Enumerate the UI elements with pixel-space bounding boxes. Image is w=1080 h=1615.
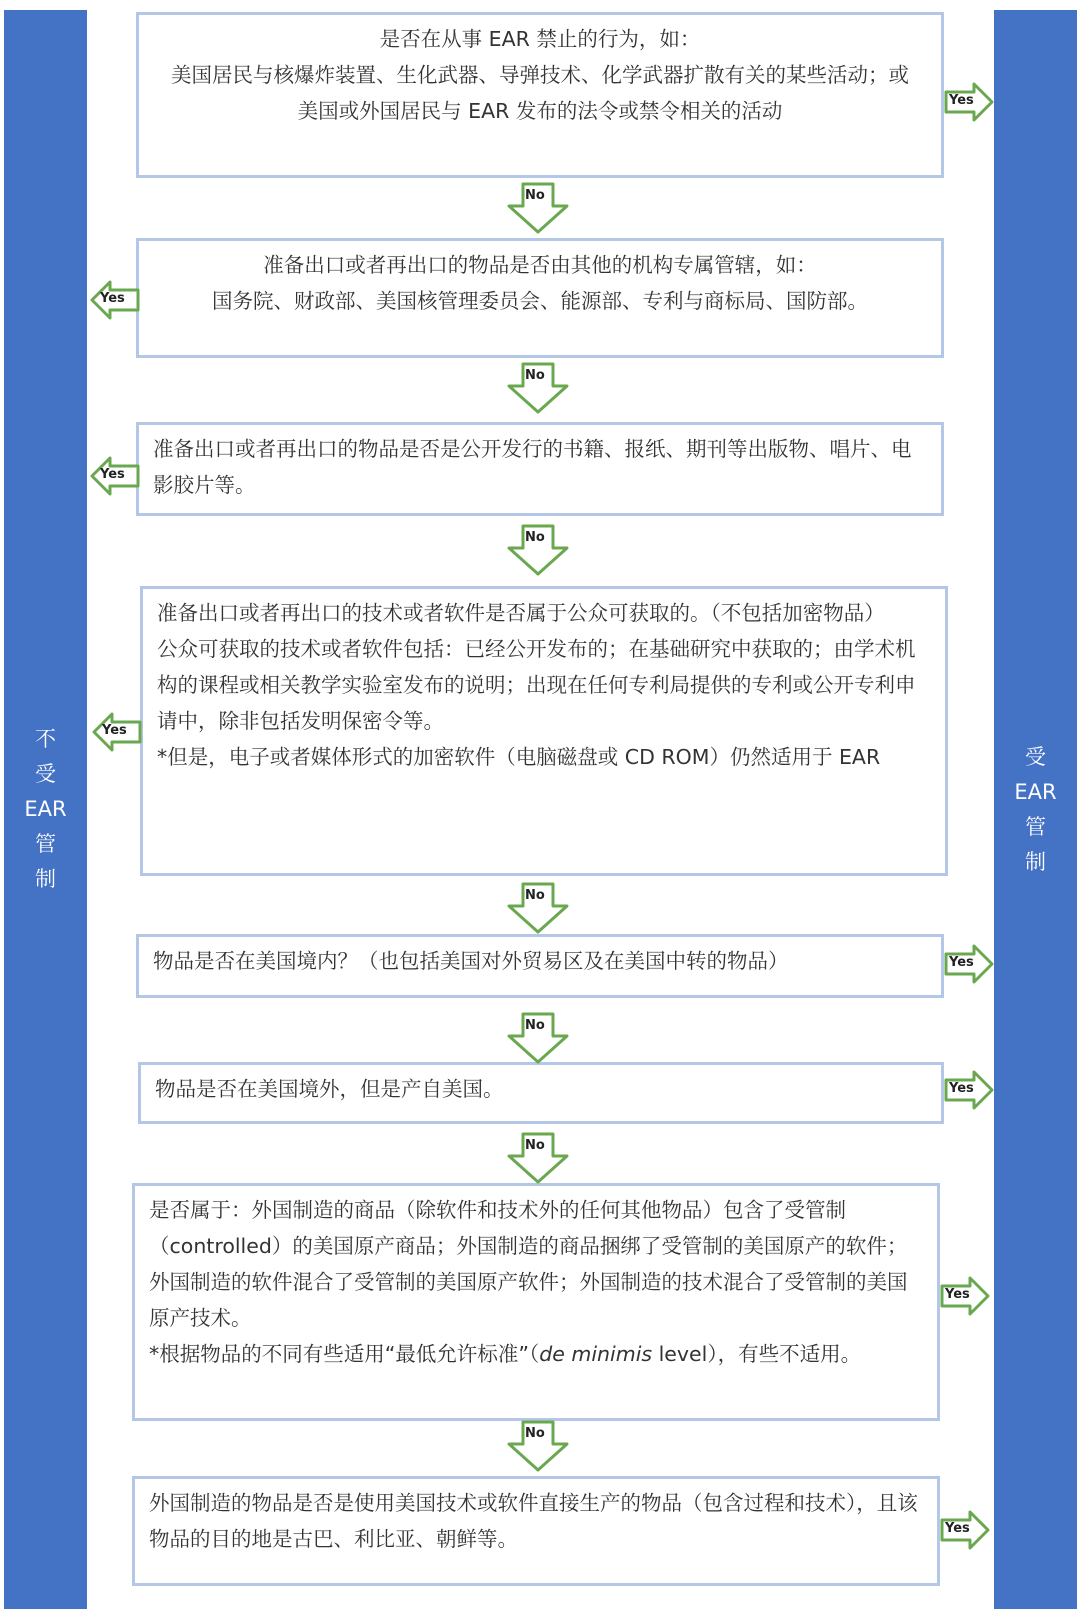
question-box-4 bbox=[140, 586, 948, 876]
question-4-line-3: *但是，电子或者媒体形式的加密软件（电脑磁盘或 CD ROM）仍然适用于 EAR bbox=[157, 745, 881, 769]
arrow-label: No bbox=[525, 188, 545, 203]
question-7-line-1: 是否属于：外国制造的商品（除软件和技术外的任何其他物品）包含了受管制（controlled）的美国原产商品；外国制造的商品捆绑了受管制的美国原产的软件；外国制造的软件混合了受管制的美国原产软件；外国制造的技术混合了受管制的美国原产技术。 bbox=[149, 1198, 908, 1330]
question-5-line-1: 物品是否在美国境内？（也包括美国对外贸易区及在美国中转的物品） bbox=[153, 949, 789, 973]
question-box-2 bbox=[136, 238, 944, 358]
question-1-line-1: 是否在从事 EAR 禁止的行为，如： bbox=[379, 27, 701, 51]
not-subject-to-ear-bar bbox=[4, 10, 87, 1609]
arrow-label: No bbox=[525, 1426, 545, 1441]
arrow-label: Yes bbox=[945, 1287, 970, 1302]
question-box-8 bbox=[132, 1476, 940, 1586]
no-arrow-2 bbox=[505, 362, 571, 416]
yes-arrow-right-1 bbox=[944, 82, 996, 122]
arrow-label: Yes bbox=[100, 467, 125, 482]
question-1-line-3: 美国或外国居民与 EAR 发布的法令或禁令相关的活动 bbox=[297, 99, 783, 123]
question-8-line-1: 外国制造的物品是否是使用美国技术或软件直接生产的物品（包含过程和技术），且该物品的目的地是古巴、利比亚、朝鲜等。 bbox=[149, 1491, 918, 1551]
question-4-line-1: 准备出口或者再出口的技术或者软件是否属于公众可获取的。（不包括加密物品） bbox=[157, 601, 885, 625]
question-7-note: *根据物品的不同有些适用“最低允许标准”（de minimis level），有些不适用。 bbox=[149, 1342, 862, 1366]
question-box-5 bbox=[136, 934, 944, 998]
no-arrow-5 bbox=[505, 1012, 571, 1066]
question-3-line-1: 准备出口或者再出口的物品是否是公开发行的书籍、报纸、期刊等出版物、唱片、电影胶片等。 bbox=[153, 437, 912, 497]
arrow-label: Yes bbox=[945, 1521, 970, 1536]
arrow-label: No bbox=[525, 888, 545, 903]
arrow-label: No bbox=[525, 530, 545, 545]
subject-to-ear-bar bbox=[994, 10, 1077, 1609]
arrow-label: No bbox=[525, 368, 545, 383]
question-2-line-2: 国务院、财政部、美国核管理委员会、能源部、专利与商标局、国防部。 bbox=[212, 289, 868, 313]
question-box-3 bbox=[136, 422, 944, 516]
question-1-line-2: 美国居民与核爆炸装置、生化武器、导弹技术、化学武器扩散有关的某些活动；或 bbox=[171, 63, 909, 87]
subject-to-ear-label: 受 EAR 管 制 bbox=[1014, 744, 1057, 874]
question-6-line-1: 物品是否在美国境外，但是产自美国。 bbox=[155, 1077, 504, 1101]
no-arrow-4 bbox=[505, 882, 571, 936]
yes-arrow-left-4 bbox=[90, 712, 142, 752]
question-box-1 bbox=[136, 12, 944, 178]
no-arrow-1 bbox=[505, 182, 571, 236]
question-2-line-1: 准备出口或者再出口的物品是否由其他的机构专属管辖，如： bbox=[263, 253, 817, 277]
yes-arrow-left-3 bbox=[88, 456, 140, 496]
yes-arrow-right-7 bbox=[940, 1276, 992, 1316]
arrow-label: Yes bbox=[949, 1081, 974, 1096]
arrow-label: Yes bbox=[102, 723, 127, 738]
arrow-label: Yes bbox=[100, 291, 125, 306]
no-arrow-7 bbox=[505, 1420, 571, 1474]
yes-arrow-left-2 bbox=[88, 280, 140, 320]
not-subject-to-ear-label: 不 受 EAR 管 制 bbox=[24, 727, 67, 891]
question-4-line-2: 公众可获取的技术或者软件包括：已经公开发布的；在基础研究中获取的；由学术机构的课程或相关教学实验室发布的说明；出现在任何专利局提供的专利或公开专利申请中，除非包括发明保密令等。 bbox=[157, 637, 916, 733]
arrow-label: Yes bbox=[949, 955, 974, 970]
arrow-label: No bbox=[525, 1018, 545, 1033]
yes-arrow-right-8 bbox=[940, 1510, 992, 1550]
question-box-6 bbox=[138, 1062, 944, 1124]
arrow-label: No bbox=[525, 1138, 545, 1153]
arrow-label: Yes bbox=[949, 93, 974, 108]
question-box-7 bbox=[132, 1183, 940, 1421]
no-arrow-3 bbox=[505, 524, 571, 578]
yes-arrow-right-6 bbox=[944, 1070, 996, 1110]
no-arrow-6 bbox=[505, 1132, 571, 1186]
yes-arrow-right-5 bbox=[944, 944, 996, 984]
